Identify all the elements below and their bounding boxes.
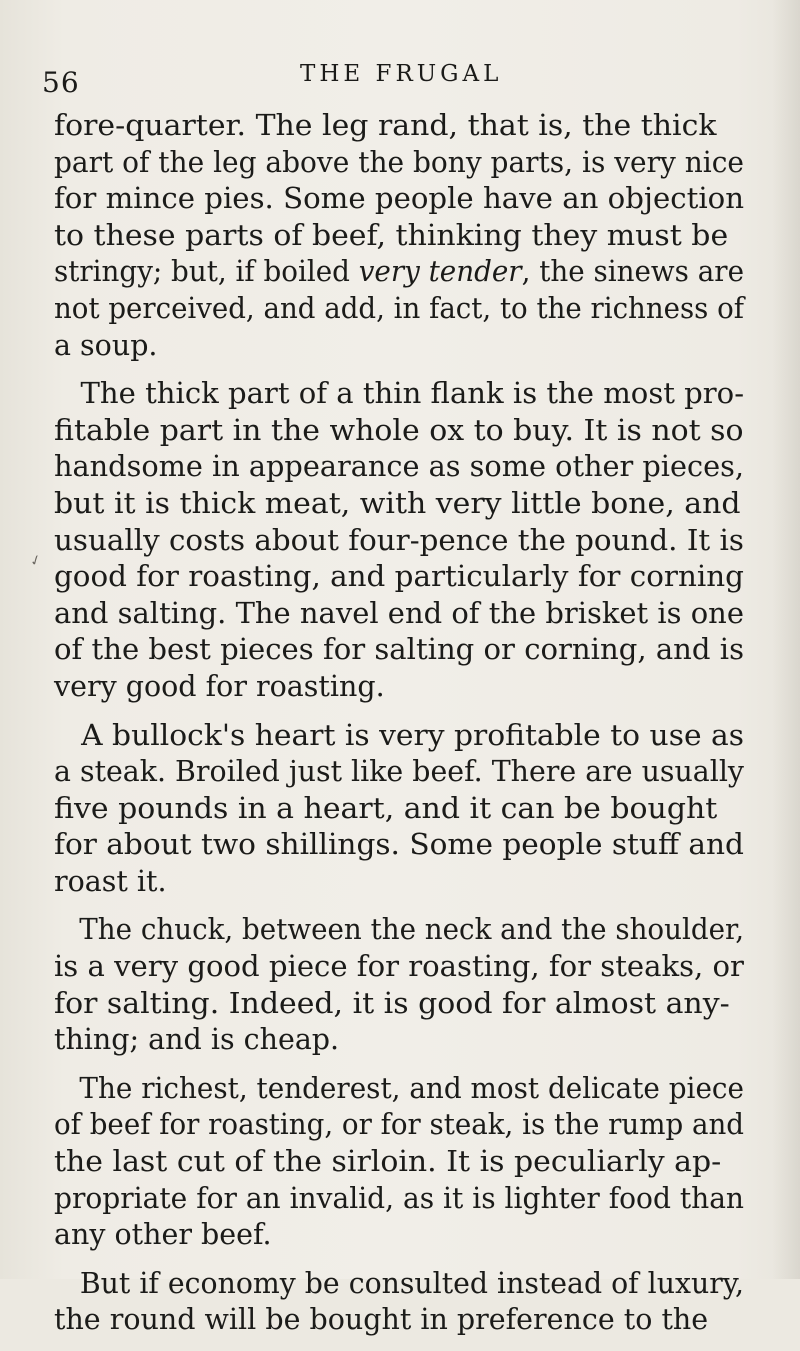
text-line: A bullock's heart is very profitable to use as [81, 718, 745, 752]
text-line: but it is thick meat, with very little bone, and [54, 486, 741, 520]
text-line: propriate for an invalid, as it is lighter food than [54, 1181, 745, 1215]
text-line: good for roasting, and particularly for corning [54, 560, 744, 594]
paragraph [54, 718, 744, 901]
text-line: to these parts of beef, thinking they must be [54, 218, 729, 252]
text-line: a soup. [54, 328, 158, 362]
text-line: the last cut of the sirloin. It is peculiarly ap- [54, 1145, 722, 1179]
text-line: handsome in appearance as some other pieces, [54, 450, 745, 484]
running-title: THE FRUGAL [300, 61, 503, 87]
text-line: very good for roasting. [54, 669, 385, 703]
text-line: is a very good piece for roasting, for steaks, or [54, 950, 744, 984]
text-line: for about two shillings. Some people stuff and [54, 828, 744, 862]
text-line: for salting. Indeed, it is good for almost any- [54, 986, 730, 1020]
text-line: fore-quarter. The leg rand, that is, the thick [54, 109, 717, 142]
text-line: for mince pies. Some people have an objection [54, 182, 745, 216]
text-line: fitable part in the whole ox to buy. It is not so [54, 413, 744, 447]
text-line: The richest, tenderest, and most delicate piece [79, 1071, 744, 1105]
text-line: roast it. [54, 864, 167, 898]
margin-tick-mark: ✓ [27, 551, 45, 571]
page-edge-shadow [772, 0, 800, 1279]
italic-emphasis: very tender [358, 255, 522, 289]
paragraph [54, 912, 744, 1058]
text-line: But if economy be consulted instead of luxury, [79, 1266, 745, 1300]
text-line: stringy; but, if boiled very tender, the sinews are [54, 255, 745, 289]
text-line: The chuck, between the neck and the shoulder, [79, 913, 745, 947]
text-line: not perceived, and add, in fact, to the richness of [54, 291, 745, 325]
text-line: a steak. Broiled just like beef. There are usually [54, 755, 745, 789]
text-line: usually costs about four-pence the pound. It is [54, 523, 744, 557]
text-line: of beef for roasting, or for steak, is the rump and [54, 1108, 745, 1142]
page-number: 56 [42, 66, 80, 99]
body-text [54, 108, 744, 1351]
text-line: and salting. The navel end of the brisket is one [54, 596, 744, 630]
text-line: thing; and is cheap. [54, 1023, 340, 1057]
paragraph [54, 376, 744, 705]
text-line: any other beef. [54, 1218, 272, 1252]
text-line: the round will be bought in preference to the [54, 1303, 709, 1337]
text-line: The thick part of a thin flank is the most pro- [80, 377, 745, 411]
paragraph [54, 1071, 744, 1254]
text-line: five pounds in a heart, and it can be bought [54, 791, 718, 825]
paragraph [54, 108, 744, 364]
text-line: of the best pieces for salting or corning, and is [54, 633, 744, 667]
paragraph [54, 1266, 744, 1339]
text-line: part of the leg above the bony parts, is very nice [54, 145, 744, 179]
